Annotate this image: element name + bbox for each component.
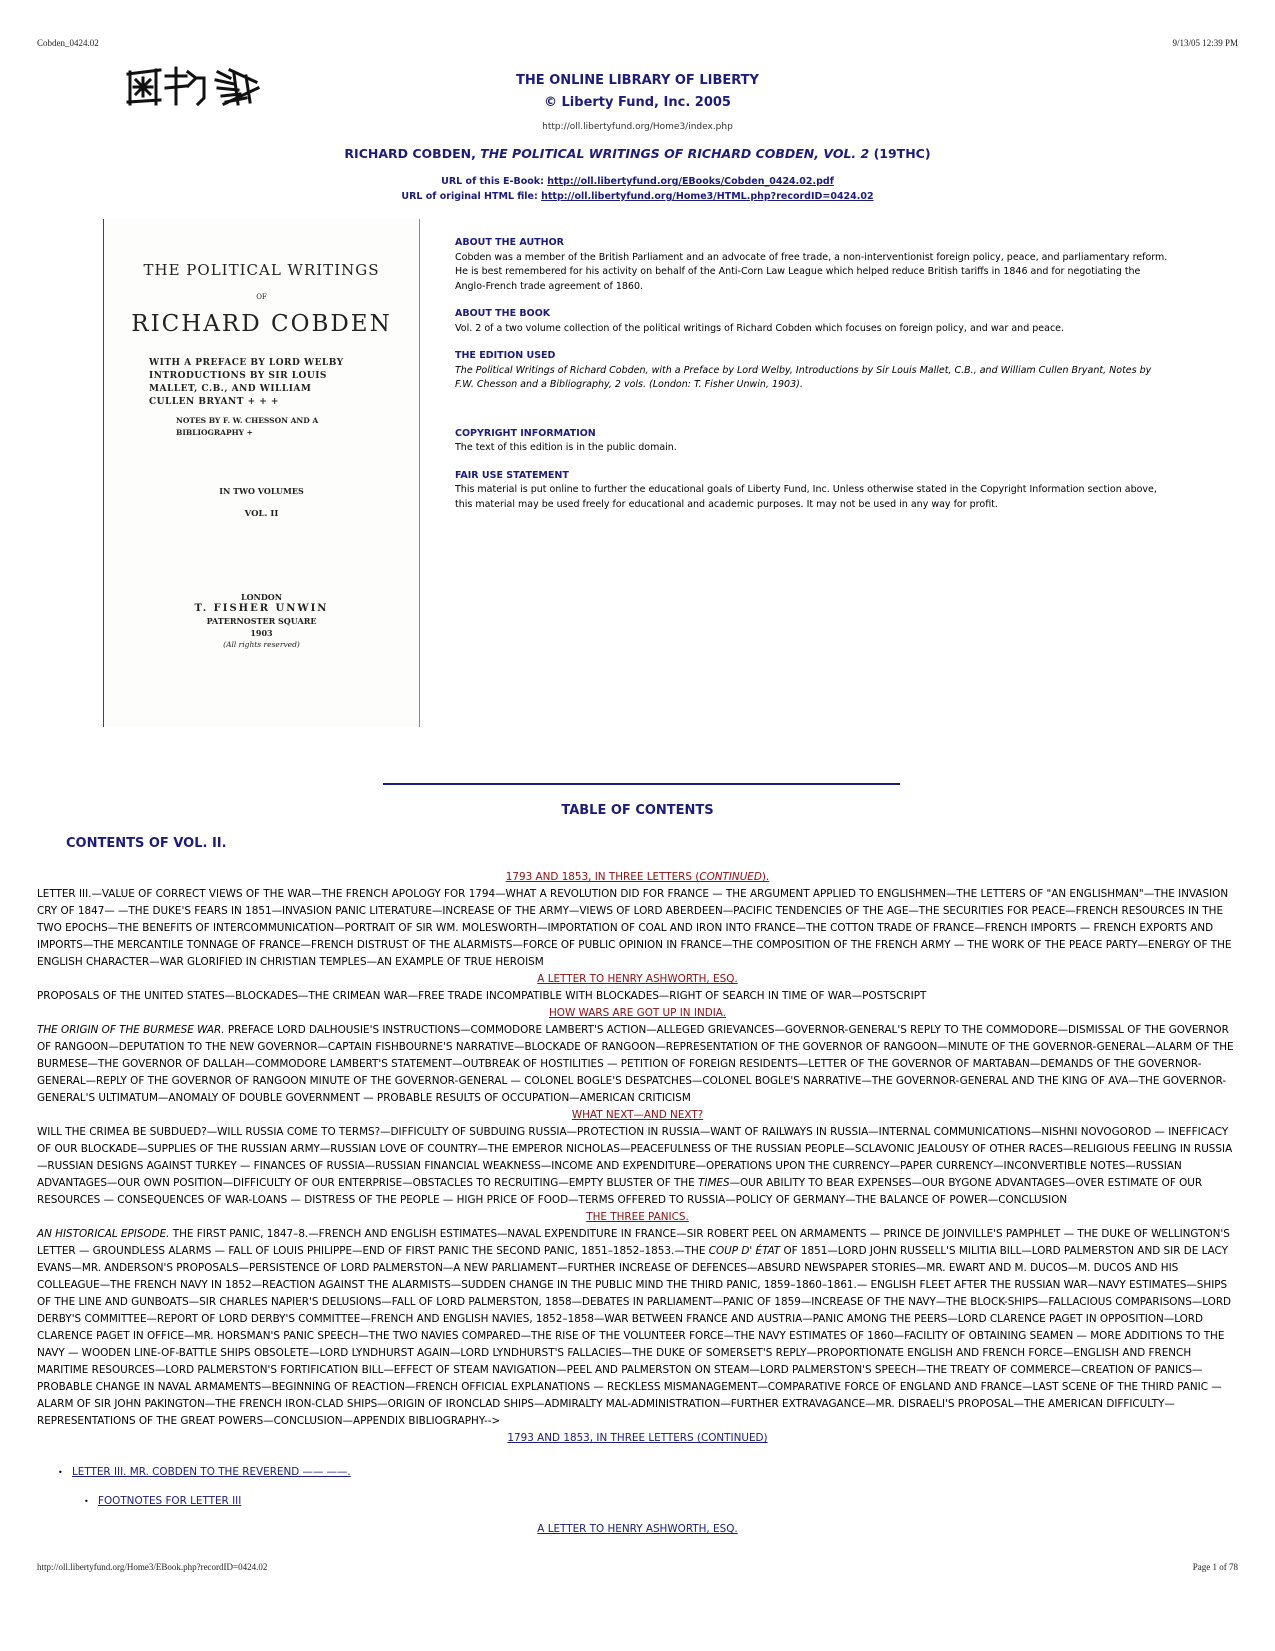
library-copyright: © Liberty Fund, Inc. 2005 [544,95,731,110]
cover-year: 1903 [250,628,273,638]
cover-publisher: T. FISHER UNWIN [194,603,329,614]
print-footer [37,1562,1238,1572]
edition-heading: THE EDITION USED [455,350,556,361]
list-item [84,1495,241,1507]
toc-link-three-panics[interactable]: THE THREE PANICS. [586,1211,689,1223]
library-title [0,70,1275,114]
book-author: RICHARD COBDEN, [344,146,481,161]
html-url-label: URL of original HTML file: [401,191,542,202]
print-header-datetime: 9/13/05 12:39 PM [1172,38,1238,48]
cover-author-name: RICHARD COBDEN [131,311,392,337]
ebook-url-label: URL of this E-Book: [441,176,548,187]
toc-section-5 [37,1209,1238,1226]
toc-link-1793-1853-continued[interactable]: 1793 AND 1853, IN THREE LETTERS (CONTINUED) [507,1432,768,1444]
about-author-heading: ABOUT THE AUTHOR [455,237,564,248]
toc-section-4-summary: WILL THE CRIMEA BE SUBDUED?—WILL RUSSIA COME TO TERMS?—DIFFICULTY OF SUBDUING RUSSIA—PROTECTION IN RUSSIA—WANT OF RAILWAYS IN RUSSIA—INTERNAL COMMUNICATIONS—NISHNI NOVOGOROD — INEFFICACY OF OUR BLOCKADE—SUPPLIES OF THE RUSSIAN ARMY—RUSSIAN LOVE OF COUNTRY—THE EMPEROR NICHOLAS—PEACEFULNESS OF THE RUSSIAN PEOPLE—SCLAVONIC JEALOUSY OF OTHER RACES—RELIGIOUS FEELING IN RUSSIA—RUSSIAN DESIGNS AGAINST TURKEY — FINANCES OF RUSSIA—RUSSIAN FINANCIAL WEAKNESS—INCOME AND EXPENDITURE—OPERATIONS UPON THE CURRENCY—PAPER CURRENCY—INCONVERTIBLE NOTES—RUSSIAN ADVANTAGES—OUR OWN POSITION—DIFFICULTY OF OUR ENTERPRISE—OBSTACLES TO RECRUITING—EMPTY BLUSTER OF THE TIMES—OUR ABILITY TO BEAR EXPENSES—OUR BYGONE ADVANTAGES—OVER ESTIMATE OF OUR RESOURCES — CONSEQUENCES OF WAR-LOANS — DISTRESS OF THE PEOPLE — HIGH PRICE OF FOOD—TERMS OFFERED TO RUSSIA—POLICY OF GERMANY—THE BALANCE OF POWER—CONCLUSION [37,1126,1233,1206]
cover-rights: (All rights reserved) [223,640,300,649]
link-letter-iii[interactable]: LETTER III. MR. COBDEN TO THE REVEREND —— ——. [72,1466,351,1478]
toc-link-ashworth[interactable]: A LETTER TO HENRY ASHWORTH, ESQ. [537,973,738,985]
cover-title: THE POLITICAL WRITINGS [143,261,380,279]
cover-image [103,219,420,727]
toc-section-5-summary: AN HISTORICAL EPISODE. THE FIRST PANIC, 1847–8.—FRENCH AND ENGLISH ESTIMATES—NAVAL EXPENDITURE IN FRANCE—SIR ROBERT PEEL ON ARMAMENTS — PRINCE DE JOINVILLE'S PAMPHLET — THE DUKE OF WELLINGTON'S LETTER — GROUNDLESS ALARMS — FALL OF LOUIS PHILIPPE—END OF FIRST PANIC THE SECOND PANIC, 1851–1852–1853.—THE COUP D' ÉTAT OF 1851—LORD JOHN RUSSELL'S MILITIA BILL—LORD PALMERSTON AND SIR DE LACY EVANS—MR. ANDERSON'S PROPOSALS—PERSISTENCE OF LORD PALMERSTON—A NEW PARLIAMENT—FURTHER INCREASE OF DEFENCES—ABSURD NEWSPAPER STORIES—MR. EWART AND M. DUCOS—M. DUCOS AND HIS COLLEAGUE—THE FRENCH NAVY IN 1852—REACTION AGAINST THE ALARMISTS—SUDDEN CHANGE IN THE PUBLIC MIND THE THIRD PANIC, 1859–1860–1861.— ENGLISH FLEET AFTER THE RUSSIAN WAR—NAVY ESTIMATES—SHIPS OF THE LINE AND GUNBOATS—SIR CHARLES NAPIER'S DELUSIONS—FALL OF LORD PALMERSTON, 1858—DEBATES IN PARLIAMENT—PANIC OF 1859—INCREASE OF THE NAVY—THE BLOCK-SHIPS—FALLACIOUS COMPARISONS—LORD DERBY'S COMMITTEE—REPORT OF LORD DERBY'S COMMITTEE—FRENCH AND ENGLISH NAVIES, 1852–1858—WAR BETWEEN FRANCE AND AUSTRIA—PANIC AMONG THE PEERS—LORD CLARENCE PAGET IN OPPOSITION—LORD CLARENCE PAGET IN OFFICE—MR. HORSMAN'S PANIC SPEECH—THE TWO NAVIES COMPARED—THE RISE OF THE VOLUNTEER FORCE—THE NAVY ESTIMATES OF 1860—FACILITY OF OBTAINING SEAMEN — MORE ADDITIONS TO THE NAVY — WOODEN LINE-OF-BATTLE SHIPS OBSOLETE—LORD LYNDHURST AGAIN—LORD LYNDHURST'S FALLACIES—THE DUKE OF SOMERSET'S REPLY—PROPORTIONATE ENGLISH AND FRENCH FORCE—ENGLISH AND FRENCH MARITIME RESOURCES—LORD PALMERSTON'S FORTIFICATION BILL—EFFECT OF STEAM NAVIGATION—PEEL AND PALMERSTON ON STEAM—LORD PALMERSTON'S SPEECH—THE TREATY OF COMMERCE—CREATION OF PANICS—PROBABLE CHANGE IN NAVAL ARMAMENTS—BEGINNING OF REACTION—FRENCH OFFICIAL EXPLANATIONS — RECKLESS MISMANAGEMENT—COMPARATIVE FORCE OF ENGLAND AND FRANCE—LAST SCENE OF THE THIRD PANIC — ALARM OF SIR JOHN PAKINGTON—THE FRENCH IRON-CLAD SHIPS—ORIGIN OF IRONCLAD SHIPS—ADMIRALTY MAL-ADMINISTRATION—FURTHER EXTRAVAGANCE—MR. DISRAELI'S PROPOSAL—THE AMERICAN DIFFICULTY—REPRESENTATIONS OF THE GREAT POWERS—CONCLUSION—APPENDIX BIBLIOGRAPHY--> [37,1228,1232,1427]
divider-rule [383,783,900,785]
table-of-contents [37,869,1238,1447]
toc-link-wars-india[interactable]: HOW WARS ARE GOT UP IN INDIA. [548,1007,727,1019]
cover-address: PATERNOSTER SQUARE [206,616,317,626]
ashworth-link-row [0,1523,1275,1535]
print-footer-url: http://oll.libertyfund.org/Home3/EBook.php?recordID=0424.02 [37,1562,268,1572]
bullet-icon: • [58,1468,63,1477]
toc-section-3-summary: THE ORIGIN OF THE BURMESE WAR. PREFACE LORD DALHOUSIE'S INSTRUCTIONS—COMMODORE LAMBERT'S ACTION—ALLEGED GRIEVANCES—GOVERNOR-GENERAL'S REPLY TO THE COMMODORE—DISMISSAL OF THE GOVERNOR OF RANGOON—DEPUTATION TO THE NEW GOVERNOR—CAPTAIN FISHBOURNE'S NARRATIVE—BLOCKADE OF RANGOON—REPRESENTATION OF THE GOVERNOR OF RANGOON—MINUTE OF THE GOVERNOR-GENERAL—ALARM OF THE BURMESE—THE GOVERNOR OF DALLAH—COMMODORE LAMBERT'S STATEMENT—OUTBREAK OF HOSTILITIES — PETITION OF FOREIGN RESIDENTS—LETTER OF THE GOVERNOR OF MARTABAN—DEMANDS OF THE GOVERNOR-GENERAL—REPLY OF THE GOVERNOR OF RANGOON MINUTE OF THE GOVERNOR-GENERAL — COLONEL BOGLE'S DESPATCHES—COLONEL BOGLE'S NARRATIVE—THE GOVERNOR-GENERAL AND THE KING OF AVA—THE GOVERNOR-GENERAL'S ULTIMATUM—ANOMALY OF DOUBLE GOVERNMENT — PROBABLE RESULTS OF OCCUPATION—AMERICAN CRITICISM [37,1024,1234,1104]
library-url: http://oll.libertyfund.org/Home3/index.php [542,122,733,132]
about-section [455,236,1170,525]
toc-section-1-summary: LETTER III.—VALUE OF CORRECT VIEWS OF THE WAR—THE FRENCH APOLOGY FOR 1794—WHAT A REVOLUTION DID FOR FRANCE — THE ARGUMENT APPLIED TO ENGLISHMEN—THE LETTERS OF "AN ENGLISHMAN"—THE INVASION CRY OF 1847— —THE DUKE'S FEARS IN 1851—INVASION PANIC LITERATURE—INCREASE OF THE ARMY—VIEWS OF LORD ABERDEEN—PACIFIC TENDENCIES OF THE AGE—THE SECURITIES FOR PEACE—FRENCH RESOURCES IN THE TWO EPOCHS—THE BENEFITS OF INTERCOMMUNICATION—PORTRAIT OF SIR WM. MOLESWORTH—IMPORTATION OF COAL AND IRON INTO FRANCE—THE COTTON TRADE OF FRANCE—FRENCH IMPORTS — FRENCH EXPORTS AND IMPORTS—THE MERCANTILE TONNAGE OF FRANCE—FRENCH DISTRUST OF THE ALARMISTS—FORCE OF PUBLIC OPINION IN FRANCE—THE COMPOSITION OF THE FRENCH ARMY — THE WORK OF THE PEACE PARTY—ENERGY OF THE ENGLISH CHARACTER—WAR GLORIFIED IN CHRISTIAN TEMPLES—AN EXAMPLE OF TRUE HEROISM [37,888,1232,968]
cover-volumes: IN TWO VOLUMES [219,486,304,496]
toc-section-4 [37,1107,1238,1124]
print-footer-page: Page 1 of 78 [1192,1562,1238,1572]
cover-of: OF [256,293,267,301]
book-title: THE POLITICAL WRITINGS OF RICHARD COBDEN, VOL. 2 [480,146,870,161]
cover-volume-number: VOL. II [244,509,279,519]
copyright-text: The text of this edition is in the public domain. [455,442,677,453]
toc-main-link-row [37,1430,1238,1447]
list-item [58,1466,351,1478]
link-footnotes-letter-iii[interactable]: FOOTNOTES FOR LETTER III [98,1495,242,1507]
cover-notes: NOTES BY F. W. CHESSON AND A BIBLIOGRAPHY + [176,416,319,437]
fair-use-text: This material is put online to further the educational goals of Liberty Fund, Inc. Unless otherwise stated in the Copyright Information section above, this material may be used freely for educational and academic purposes. It may not be used in any way for profit. [455,484,1157,510]
cover-city: LONDON [240,592,283,602]
toc-link-what-next[interactable]: WHAT NEXT—AND NEXT? [571,1109,704,1121]
fair-use-heading: FAIR USE STATEMENT [455,469,569,481]
html-url-link[interactable]: http://oll.libertyfund.org/Home3/HTML.php?recordID=0424.02 [541,191,874,202]
toc-section-1 [37,869,1238,886]
contents-heading: CONTENTS OF VOL. II. [66,836,227,851]
toc-link-1793-1853[interactable]: 1793 AND 1853, IN THREE LETTERS (CONTINUED). [505,871,770,883]
about-book-heading: ABOUT THE BOOK [455,308,551,319]
book-period: (19THC) [869,146,931,161]
toc-title: TABLE OF CONTENTS [561,803,714,818]
print-header [37,38,1238,48]
cover-preface: WITH A PREFACE BY LORD WELBY INTRODUCTIONS BY SIR LOUIS MALLET, C.B., AND WILLIAM CULLEN BRYANT + + + [149,358,344,407]
library-name: THE ONLINE LIBRARY OF LIBERTY [516,73,759,88]
copyright-heading: COPYRIGHT INFORMATION [455,427,596,439]
toc-section-2 [37,971,1238,988]
cover-publisher-block [104,591,419,651]
book-heading [0,146,1275,161]
bullet-icon: • [84,1497,89,1506]
ebook-url-line [0,176,1275,187]
edition-text: The Political Writings of Richard Cobden, with a Preface by Lord Welby, Introductions by Sir Louis Mallet, C.B., and William Cullen Bryant, Notes by F.W. Chesson and a Bibliography, 2 vols. (London: T. Fisher Unwin, 1903). [455,364,1152,390]
toc-section-3 [37,1005,1238,1022]
toc-section-2-summary: PROPOSALS OF THE UNITED STATES—BLOCKADES—THE CRIMEAN WAR—FREE TRADE INCOMPATIBLE WITH BLOCKADES—RIGHT OF SEARCH IN TIME OF WAR—POSTSCRIPT [37,990,927,1002]
print-header-filename: Cobden_0424.02 [37,38,99,48]
ebook-url-link[interactable]: http://oll.libertyfund.org/EBooks/Cobden_0424.02.pdf [547,176,834,187]
html-url-line [0,191,1275,202]
about-book-text: Vol. 2 of a two volume collection of the political writings of Richard Cobden which focuses on foreign policy, and war and peace. [455,322,1065,334]
link-ashworth-letter[interactable]: A LETTER TO HENRY ASHWORTH, ESQ. [537,1523,738,1535]
about-author-text: Cobden was a member of the British Parliament and an advocate of free trade, a non-interventionist foreign policy, peace, and parliamentary reform. He is best remembered for his activity on behalf of the Anti-Corn Law League which helped reduce British tariffs in 1846 and for negotiating the Anglo-French trade agreement of 1860. [455,251,1168,292]
